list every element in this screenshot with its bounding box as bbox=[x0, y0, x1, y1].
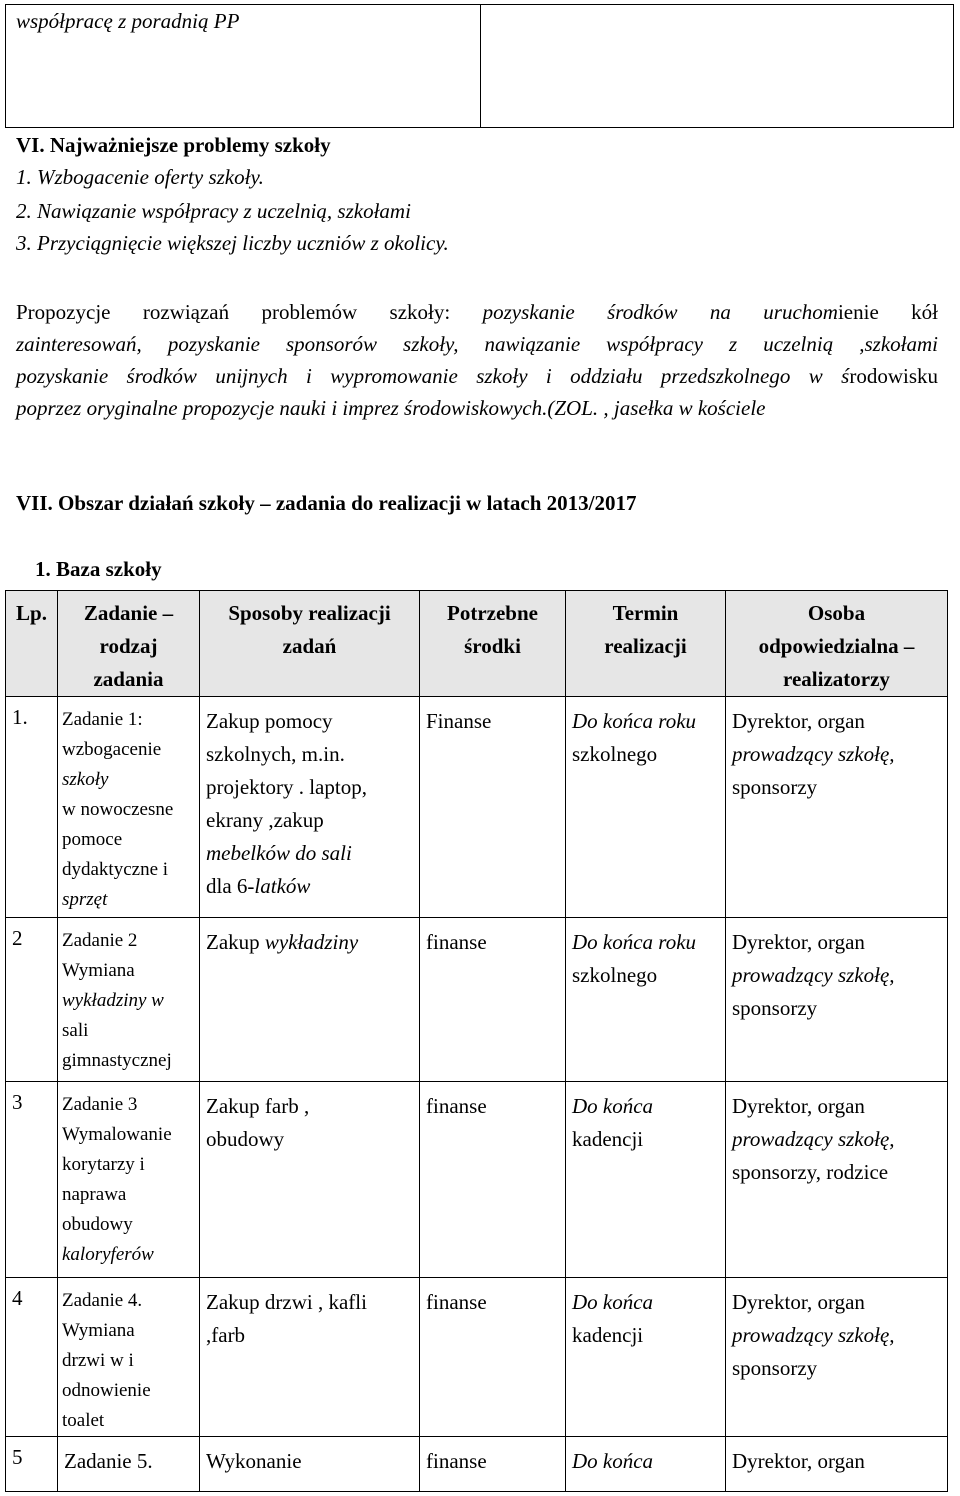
top-table-cell-left bbox=[6, 5, 481, 128]
cell-lp: 1. bbox=[6, 697, 58, 918]
table-row bbox=[6, 1082, 948, 1278]
cell-lp: 3 bbox=[6, 1082, 58, 1278]
cell-lp: 2 bbox=[6, 918, 58, 1082]
proposals-line-2: zainteresowań, pozyskanie sponsorów szkoły, nawiązanie współpracy z uczelnią ,szkołami bbox=[16, 332, 938, 356]
cell-person: Dyrektor, organ prowadzący szkołę, sponsorzy bbox=[726, 918, 948, 1082]
cell-person: Dyrektor, organ prowadzący szkołę, sponsorzy bbox=[726, 1278, 948, 1437]
top-cell-text: współpracę z poradnią PP bbox=[16, 9, 240, 33]
top-table-cell-right bbox=[481, 5, 954, 128]
cell-person: Dyrektor, organ bbox=[726, 1437, 948, 1492]
cell-resources: finanse bbox=[420, 918, 566, 1082]
base-heading: 1. Baza szkoły bbox=[35, 557, 162, 581]
problem-item-1: 1. Wzbogacenie oferty szkoły. bbox=[16, 165, 264, 189]
table-row bbox=[6, 697, 948, 918]
problems-heading: VI. Najważniejsze problemy szkoły bbox=[16, 133, 331, 157]
table-row bbox=[6, 1278, 948, 1437]
cell-ways: Wykonanie bbox=[200, 1437, 420, 1492]
header-person: Osoba odpowiedzialna – realizatorzy bbox=[726, 591, 948, 697]
header-lp: Lp. bbox=[6, 591, 58, 697]
proposals-line-3: pozyskanie środków unijnych i wypromowanie szkoły i oddziału przedszkolnego w środowisku bbox=[16, 364, 938, 388]
header-ways: Sposoby realizacji zadań bbox=[200, 591, 420, 697]
cell-resources: finanse bbox=[420, 1278, 566, 1437]
cell-task: Zadanie 1: wzbogacenie szkoły w nowoczesne pomoce dydaktyczne i sprzęt bbox=[58, 697, 200, 918]
cell-term: Do końca bbox=[566, 1437, 726, 1492]
cell-task: Zadanie 2 Wymiana wykładziny w sali gimnastycznej bbox=[58, 918, 200, 1082]
cell-ways: Zakup farb , obudowy bbox=[200, 1082, 420, 1278]
header-resources: Potrzebne środki bbox=[420, 591, 566, 697]
proposals-line-4: poprzez oryginalne propozycje nauki i imprez środowiskowych.(ZOL. , jasełka w kościele bbox=[16, 396, 766, 420]
cell-resources: Finanse bbox=[420, 697, 566, 918]
table-row bbox=[6, 918, 948, 1082]
cell-task: Zadanie 3 Wymalowanie korytarzy i naprawa obudowy kaloryferów bbox=[58, 1082, 200, 1278]
cell-term: Do końca roku szkolnego bbox=[566, 918, 726, 1082]
cell-resources: finanse bbox=[420, 1082, 566, 1278]
cell-lp: 5 bbox=[6, 1437, 58, 1492]
cell-resources: finanse bbox=[420, 1437, 566, 1492]
problem-item-3: 3. Przyciągnięcie większej liczby uczniów z okolicy. bbox=[16, 231, 449, 255]
cell-term: Do końca roku szkolnego bbox=[566, 697, 726, 918]
problem-item-2: 2. Nawiązanie współpracy z uczelnią, szkołami bbox=[16, 199, 411, 223]
section7-heading: VII. Obszar działań szkoły – zadania do realizacji w latach 2013/2017 bbox=[16, 491, 637, 515]
cell-person: Dyrektor, organ prowadzący szkołę, sponsorzy bbox=[726, 697, 948, 918]
table-row bbox=[6, 1437, 948, 1492]
cell-term: Do końca kadencji bbox=[566, 1082, 726, 1278]
header-term: Termin realizacji bbox=[566, 591, 726, 697]
cell-ways: Zakup wykładziny bbox=[200, 918, 420, 1082]
proposals-line-1: Propozycje rozwiązań problemów szkoły: pozyskanie środków na uruchomienie kół bbox=[16, 300, 938, 324]
header-task: Zadanie – rodzaj zadania bbox=[58, 591, 200, 697]
cell-ways: Zakup drzwi , kafli ,farb bbox=[200, 1278, 420, 1437]
proposals-paragraph bbox=[16, 296, 938, 424]
top-table bbox=[5, 4, 954, 128]
cell-term: Do końca kadencji bbox=[566, 1278, 726, 1437]
cell-task: Zadanie 4. Wymiana drzwi w i odnowienie toalet bbox=[58, 1278, 200, 1437]
cell-ways: Zakup pomocy szkolnych, m.in. projektory . laptop, ekrany ,zakup mebelków do sali dla 6-latków bbox=[200, 697, 420, 918]
cell-person: Dyrektor, organ prowadzący szkołę, sponsorzy, rodzice bbox=[726, 1082, 948, 1278]
tasks-table bbox=[5, 590, 948, 1492]
cell-lp: 4 bbox=[6, 1278, 58, 1437]
cell-task: Zadanie 5. bbox=[58, 1437, 200, 1492]
table-header-row bbox=[6, 591, 948, 697]
